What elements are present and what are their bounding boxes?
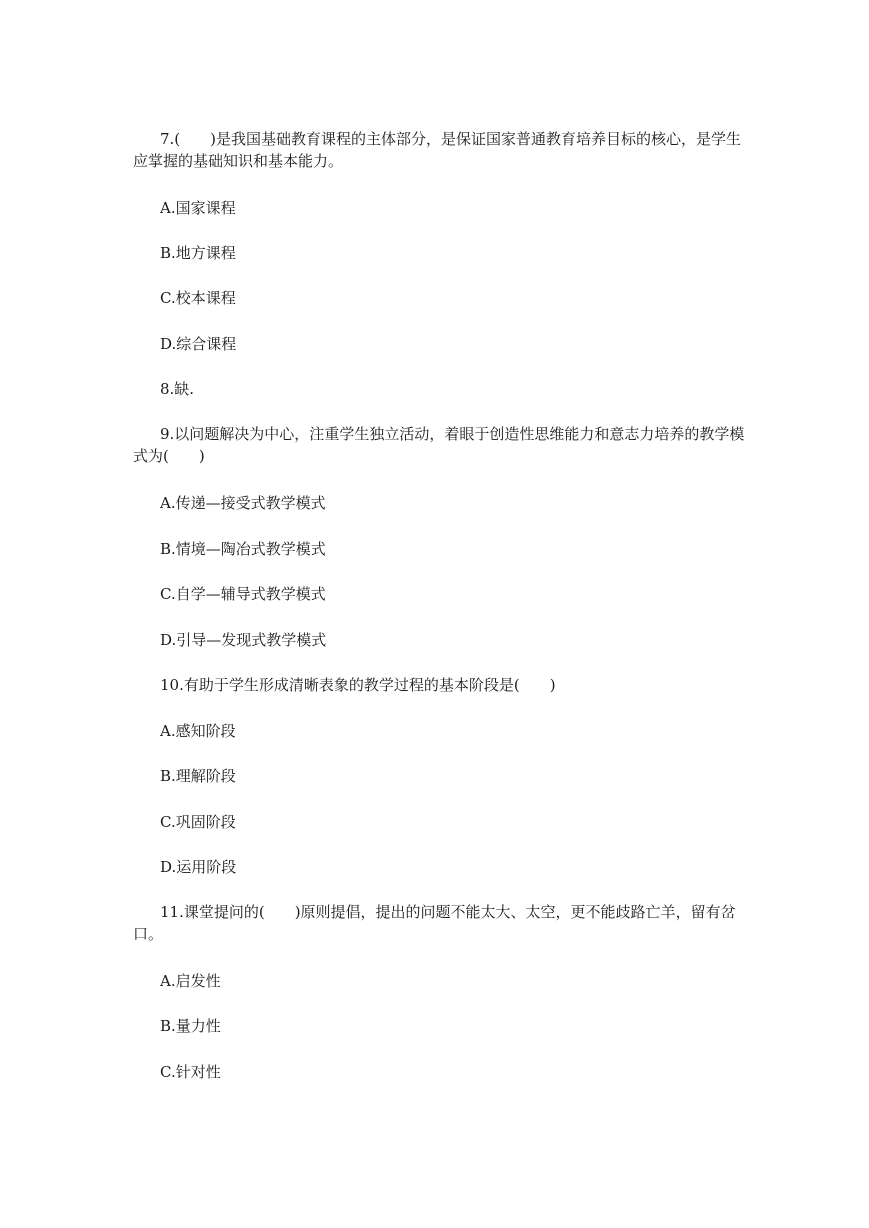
question-10-option-d: D.运用阶段 — [160, 858, 237, 876]
question-10-stem: 10.有助于学生形成清晰表象的教学过程的基本阶段是( ) — [160, 676, 556, 694]
question-7-option-d: D.综合课程 — [160, 335, 237, 353]
question-10-option-b: B.理解阶段 — [160, 767, 236, 785]
question-9-option-a: A.传递—接受式教学模式 — [160, 494, 326, 512]
question-11-stem: 11.课堂提问的( )原则提倡，提出的问题不能太大、太空，更不能歧路亡羊，留有岔口。 — [133, 903, 736, 943]
question-9-stem: 9.以问题解决为中心，注重学生独立活动，着眼于创造性思维能力和意志力培养的教学模式为( ) — [133, 425, 745, 465]
question-7-stem: 7.( )是我国基础教育课程的主体部分，是保证国家普通教育培养目标的核心，是学生应掌握的基础知识和基本能力。 — [133, 130, 742, 170]
question-7-option-c: C.校本课程 — [160, 289, 236, 307]
question-9-option-b: B.情境—陶冶式教学模式 — [160, 540, 326, 558]
question-11-option-c: C.针对性 — [160, 1063, 221, 1081]
question-9-option-d: D.引导—发现式教学模式 — [160, 631, 327, 649]
question-10-option-c: C.巩固阶段 — [160, 813, 236, 831]
question-11-option-b: B.量力性 — [160, 1017, 221, 1035]
question-8-stem: 8.缺. — [160, 380, 195, 398]
question-10-option-a: A.感知阶段 — [160, 722, 236, 740]
question-7-option-b: B.地方课程 — [160, 244, 236, 262]
question-11-option-a: A.启发性 — [160, 972, 221, 990]
question-7-option-a: A.国家课程 — [160, 199, 236, 217]
question-9-option-c: C.自学—辅导式教学模式 — [160, 585, 326, 603]
